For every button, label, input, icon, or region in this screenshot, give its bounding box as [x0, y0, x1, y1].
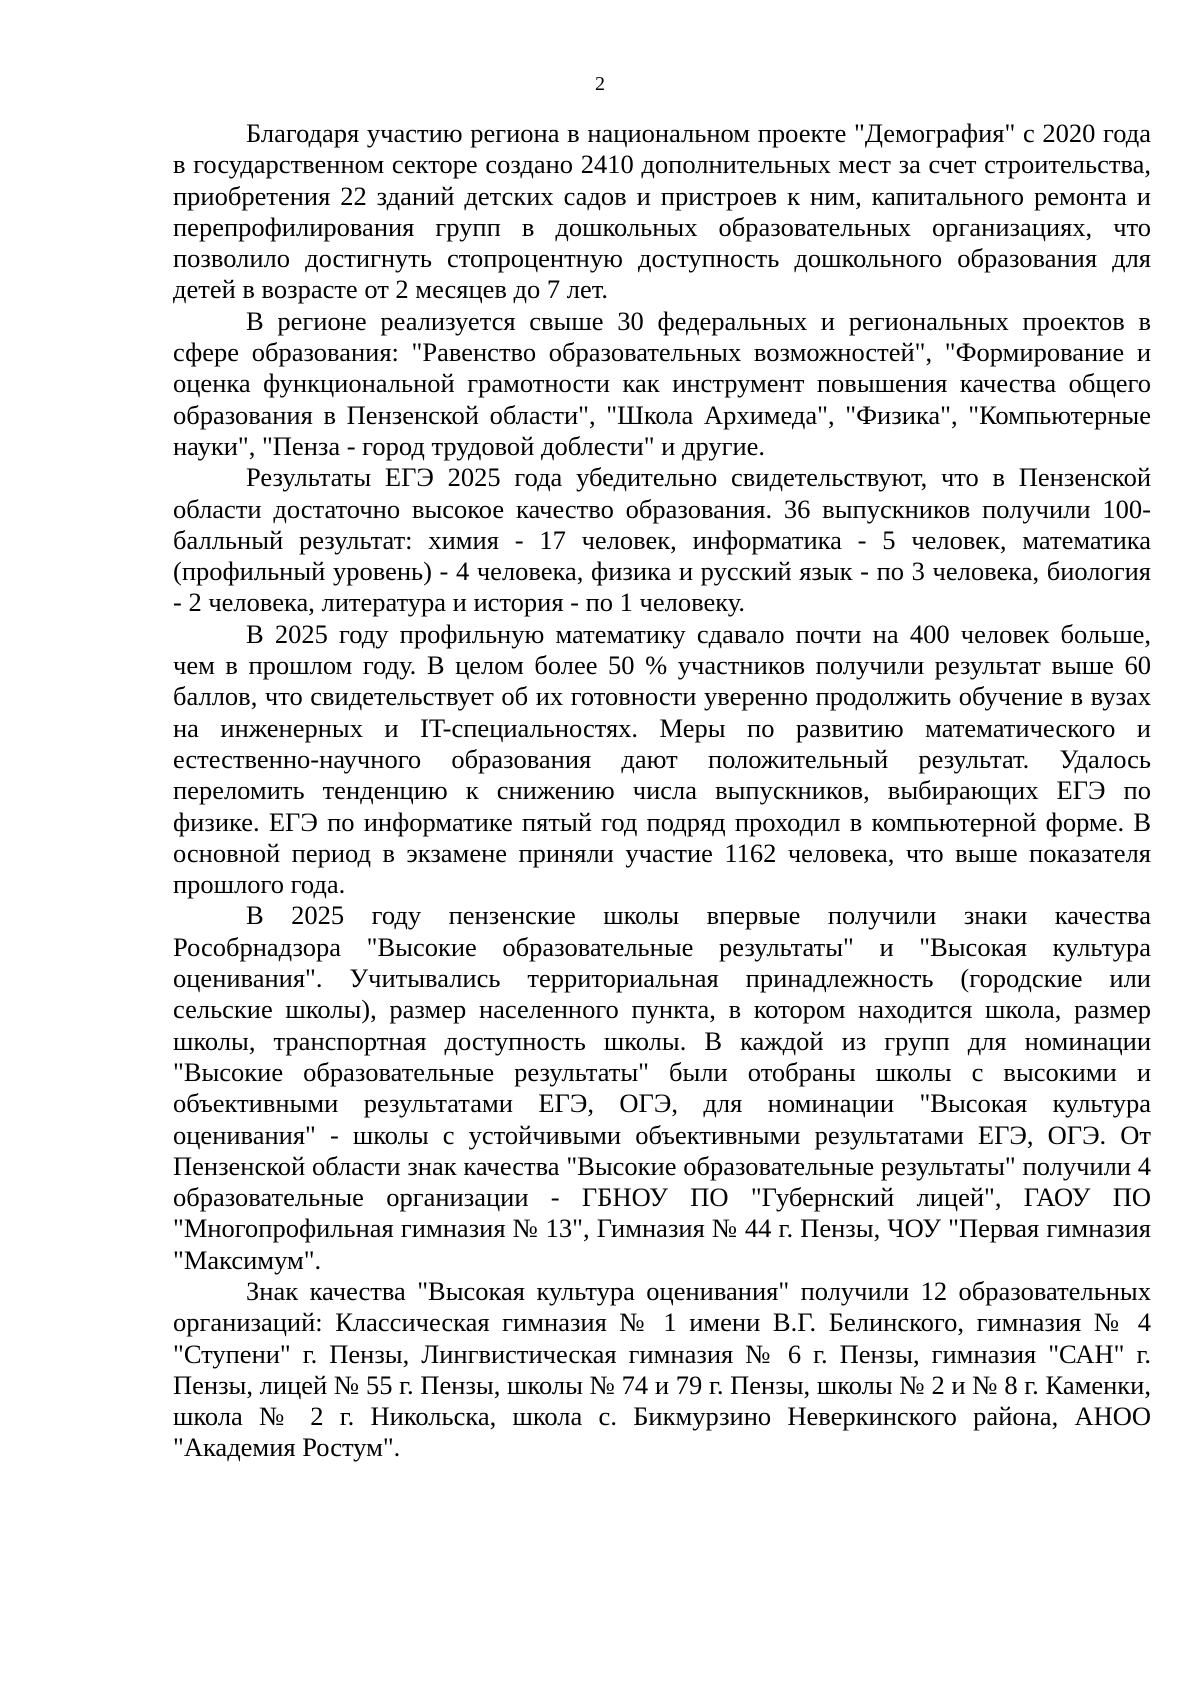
page-number: 2: [595, 73, 605, 95]
document-body: [173, 118, 1151, 1464]
paragraph-ege-results: Результаты ЕГЭ 2025 года убедительно свидетельствуют, что в Пензенской области достаточно высокое качество образования. 36 выпускников получили 100-балльный результат: химия - 17 человек, информатика - 5 человек, математика (профильный уровень) - 4 человека, физика и русский язык - по 3 человека, биология - 2 человека, литература и история - по 1 человеку.: [173, 462, 1151, 618]
paragraph-assessment-culture: Знак качества "Высокая культура оценивания" получили 12 образовательных организаций: Классическая гимназия № 1 имени В.Г. Белинского, гимназия № 4 "Ступени" г. Пензы, Лингвистическая гимназия № 6 г. Пензы, гимназия "САН" г. Пензы, лицей № 55 г. Пензы, школы № 74 и 79 г. Пензы, школы № 2 и № 8 г. Каменки, школа № 2 г. Никольска, школа с. Бикмурзино Неверкинского района, АНОО "Академия Ростум".: [173, 1275, 1151, 1463]
paragraph-quality-marks: В 2025 году пензенские школы впервые получили знаки качества Рособрнадзора "Высокие образовательные результаты" и "Высокая культура оценивания". Учитывались территориальная принадлежность (городские или сельские школы), размер населенного пункта, в котором находится школа, размер школы, транспортная доступность школы. В каждой из групп для номинации "Высокие образовательные результаты" были отобраны школы с высокими и объективными результатами ЕГЭ, ОГЭ, для номинации "Высокая культура оценивания" - школы с устойчивыми объективными результатами ЕГЭ, ОГЭ. От Пензенской области знак качества "Высокие образовательные результаты" получили 4 образовательные организации - ГБНОУ ПО "Губернский лицей", ГАОУ ПО "Многопрофильная гимназия № 13", Гимназия № 44 г. Пензы, ЧОУ "Первая гимназия "Максимум".: [173, 900, 1151, 1275]
paragraph-projects: В регионе реализуется свыше 30 федеральных и региональных проектов в сфере образования: "Равенство образовательных возможностей", "Формирование и оценка функциональной грамотности как инструмент повышения качества общего образования в Пензенской области", "Школа Архимеда", "Физика", "Компьютерные науки", "Пенза - город трудовой доблести" и другие.: [173, 305, 1151, 461]
paragraph-math-exam: В 2025 году профильную математику сдавало почти на 400 человек больше, чем в прошлом году. В целом более 50 % участников получили результат выше 60 баллов, что свидетельствует об их готовности уверенно продолжить обучение в вузах на инженерных и IT-специальностях. Меры по развитию математического и естественно-научного образования дают положительный результат. Удалось переломить тенденцию к снижению числа выпускников, выбирающих ЕГЭ по физике. ЕГЭ по информатике пятый год подряд проходил в компьютерной форме. В основной период в экзамене приняли участие 1162 человека, что выше показателя прошлого года.: [173, 618, 1151, 900]
paragraph-demography: Благодаря участию региона в национальном проекте "Демография" с 2020 года в государственном секторе создано 2410 дополнительных мест за счет строительства, приобретения 22 зданий детских садов и пристроев к ним, капитального ремонта и перепрофилирования групп в дошкольных образовательных организациях, что позволило достигнуть стопроцентную доступность дошкольного образования для детей в возрасте от 2 месяцев до 7 лет.: [173, 118, 1151, 305]
